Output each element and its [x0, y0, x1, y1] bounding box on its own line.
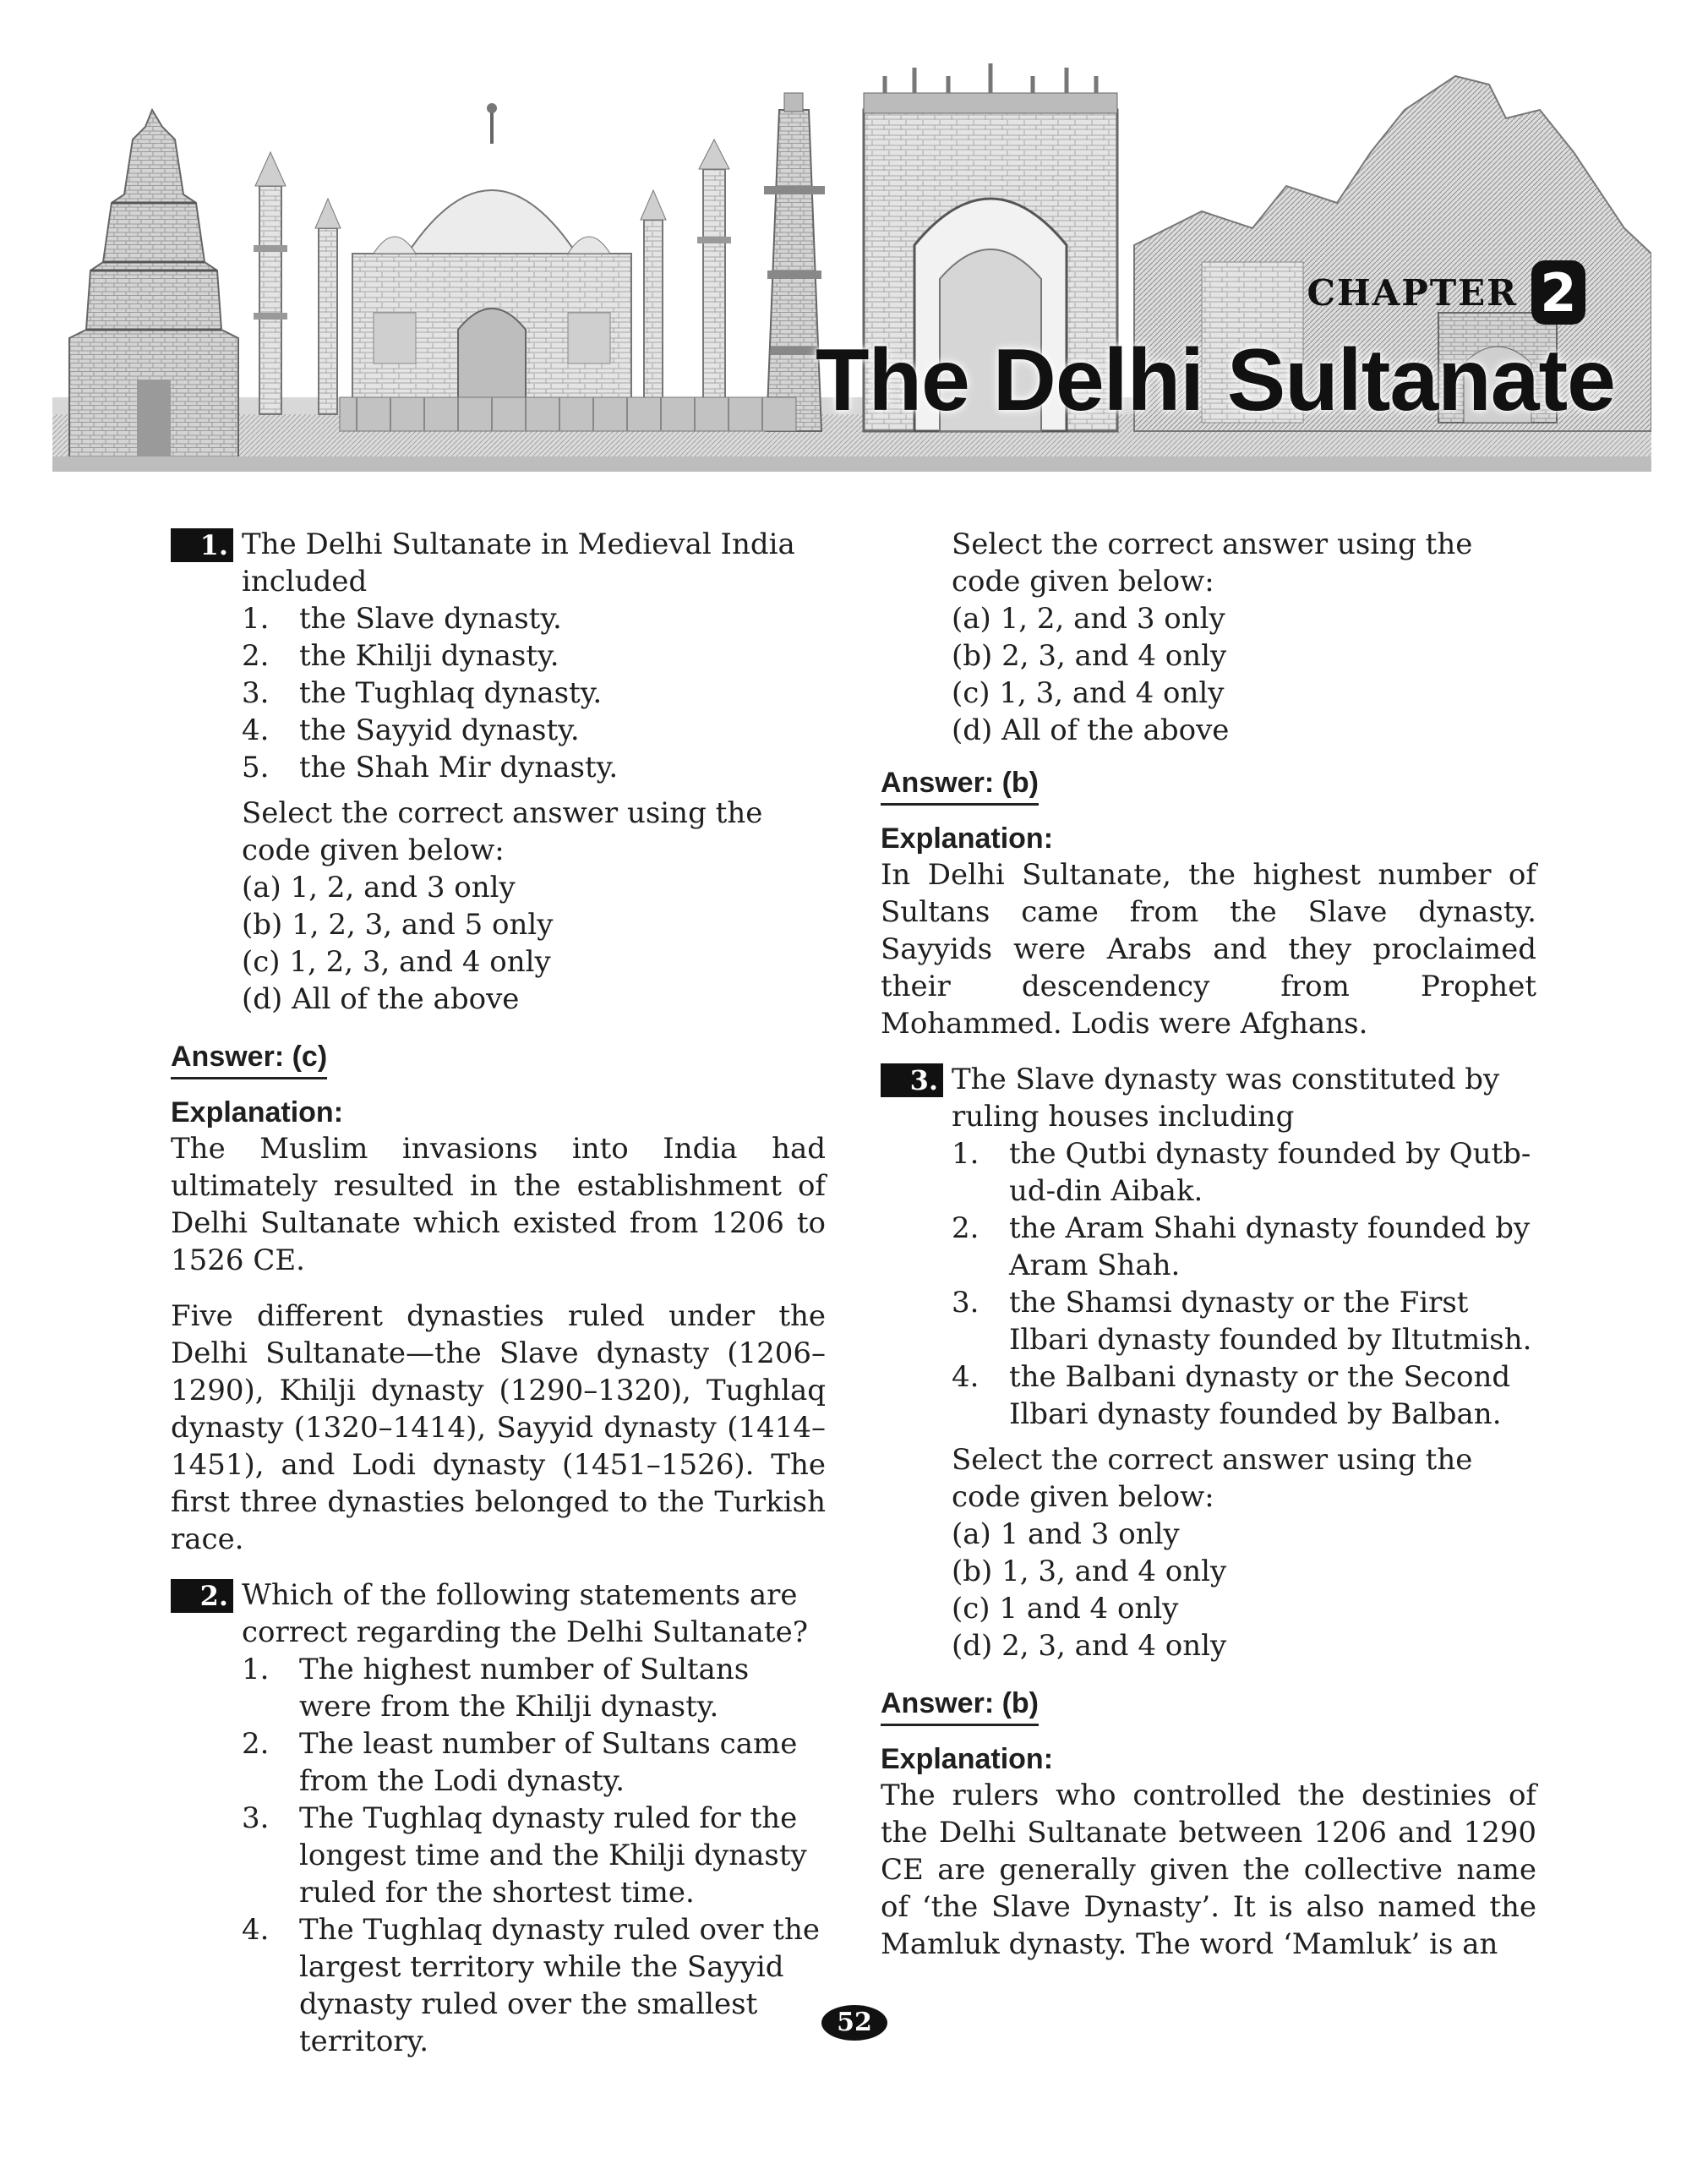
option-list	[952, 600, 1536, 749]
statement-item: 2. The least number of Sultans came from the Lodi dynasty.	[242, 1727, 798, 1798]
answer-label: Answer: (c)	[171, 1040, 327, 1079]
question-stem: The Delhi Sultanate in Medieval India included	[242, 527, 795, 598]
option-list	[952, 1516, 1536, 1664]
explanation-paragraph: In Delhi Sultanate, the highest number of Sultans came from the Slave dynasty. Sayyids were Arabs and they proclaimed their descendency from Prophet Mohammed. Lodis were Afghans.	[881, 858, 1536, 1041]
option-item: (b) 2, 3, and 4 only	[952, 639, 1227, 673]
right-column	[881, 526, 1536, 1981]
explanation-paragraph: The rulers who controlled the destinies of the Delhi Sultanate between 1206 and 1290 CE are generally given the collective name of ‘the Slave Dynasty’. It is also named the Mamluk dynasty. The word ‘Mamluk’ is an	[881, 1779, 1536, 1961]
page-number: 52	[821, 2005, 887, 2041]
option-item: (b) 1, 2, 3, and 5 only	[242, 908, 554, 942]
question-2	[171, 1577, 826, 2060]
chapter-label	[1307, 260, 1585, 325]
question-number-badge: 2.	[171, 1579, 233, 1613]
chapter-number-badge: 2	[1531, 260, 1585, 325]
statement-item: 2. the Khilji dynasty.	[242, 639, 559, 673]
statement-item: 5. the Shah Mir dynasty.	[242, 751, 619, 784]
code-instruction: Select the correct answer using the code given below:	[952, 1443, 1473, 1514]
question-3	[881, 1061, 1536, 1664]
statement-item: 1. the Slave dynasty.	[242, 602, 562, 636]
explanation-heading: Explanation:	[171, 1096, 344, 1128]
statement-list	[952, 1135, 1536, 1433]
question-number-badge: 1.	[171, 528, 233, 562]
gopuram-illustration	[69, 110, 238, 465]
question-stem: The Slave dynasty was constituted by ruling houses including	[952, 1063, 1500, 1134]
option-item: (a) 1, 2, and 3 only	[952, 602, 1225, 636]
option-list	[242, 869, 826, 1018]
answer-label: Answer: (b)	[881, 1686, 1039, 1726]
statement-item: 4. The Tughlaq dynasty ruled over the largest territory while the Sayyid dynasty ruled over the smallest territory.	[242, 1913, 820, 2058]
question-number-badge: 3.	[881, 1063, 943, 1097]
statement-item: 2. the Aram Shahi dynasty founded by Aram Shah.	[952, 1211, 1531, 1282]
chapter-title: The Delhi Sultanate	[815, 331, 1615, 429]
statement-list	[242, 600, 826, 786]
statement-list	[242, 1651, 826, 2060]
explanation-paragraph: Five different dynasties ruled under the Delhi Sultanate—the Slave dynasty (1206–1290), Khilji dynasty (1290–1320), Tughlaq dynasty (1320–1414), Sayyid dynasty (1414–1451), and Lodi dynasty (1451–1526). The first three dynasties belonged to the Turkish race.	[171, 1299, 826, 1556]
answer-label: Answer: (b)	[881, 766, 1039, 806]
statement-item: 4. the Balbani dynasty or the Second Ilbari dynasty founded by Balban.	[952, 1360, 1511, 1431]
statement-item: 1. The highest number of Sultans were from the Khilji dynasty.	[242, 1653, 750, 1724]
statement-item: 4. the Sayyid dynasty.	[242, 713, 580, 747]
taj-mahal-illustration	[352, 103, 631, 423]
code-instruction: Select the correct answer using the code given below:	[952, 527, 1473, 598]
question-stem: Which of the following statements are correct regarding the Delhi Sultanate?	[242, 1578, 808, 1649]
option-item: (a) 1 and 3 only	[952, 1517, 1180, 1551]
option-item: (d) 2, 3, and 4 only	[952, 1629, 1227, 1663]
option-item: (b) 1, 3, and 4 only	[952, 1555, 1227, 1588]
option-item: (c) 1 and 4 only	[952, 1592, 1179, 1626]
question-2-continued	[881, 526, 1536, 749]
statement-item: 3. the Tughlaq dynasty.	[242, 676, 603, 710]
question-1	[171, 526, 826, 1018]
left-column	[171, 526, 826, 2065]
statement-item: 3. the Shamsi dynasty or the First Ilbari dynasty founded by Iltutmish.	[952, 1286, 1532, 1357]
chapter-word: CHAPTER	[1307, 271, 1518, 314]
option-item: (c) 1, 2, 3, and 4 only	[242, 945, 551, 979]
statement-item: 3. The Tughlaq dynasty ruled for the longest time and the Khilji dynasty ruled for the shortest time.	[242, 1801, 807, 1910]
option-item: (c) 1, 3, and 4 only	[952, 676, 1225, 710]
statement-item: 1. the Qutbi dynasty founded by Qutb-ud-din Aibak.	[952, 1137, 1531, 1208]
option-item: (a) 1, 2, and 3 only	[242, 871, 516, 904]
explanation-paragraph: The Muslim invasions into India had ultimately resulted in the establishment of Delhi Sultanate which existed from 1206 to 1526 CE.	[171, 1132, 826, 1277]
option-item: (d) All of the above	[242, 982, 520, 1016]
explanation-heading: Explanation:	[881, 822, 1054, 855]
code-instruction: Select the correct answer using the code given below:	[242, 796, 763, 867]
explanation-heading: Explanation:	[881, 1743, 1054, 1775]
option-item: (d) All of the above	[952, 713, 1230, 747]
